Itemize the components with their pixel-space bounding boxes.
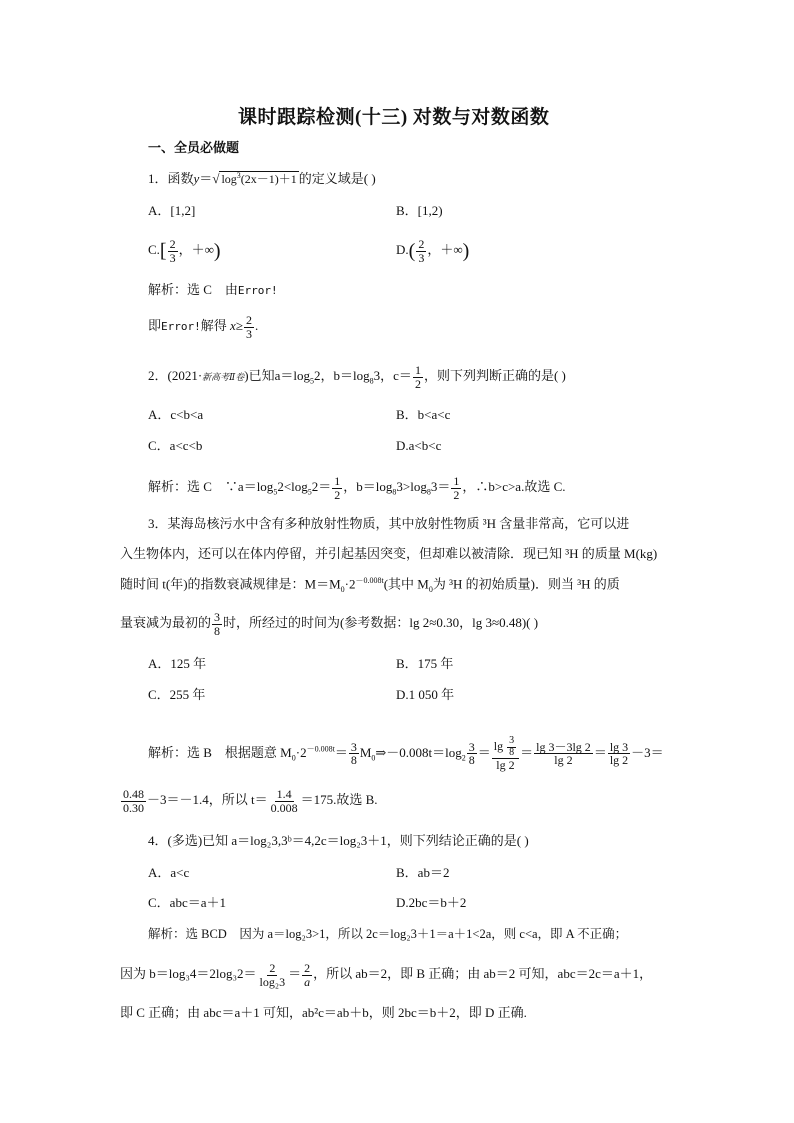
question-4-stem: 4．(多选)已知 a＝log₂3,3ᵇ＝4,2c＝log₂3＋1，则下列结论正确的是( )	[148, 833, 529, 848]
question-3-option-a: A．125 年	[148, 656, 207, 671]
question-2-option-d: D.a<b<c	[396, 438, 442, 453]
question-3-answer: 解析：选 B 根据题意 $M_0\cdot 2^{-0.008t}=$ $\frac{3}{8}$ $M_0\Rightarrow-0.008t=\log_2$ $\frac{3}{8}$ ＝ lg $\frac{3}{8}$ lg 2 ＝ $\frac{\lg 3-3\lg 2}{\lg 2}$ ＝ $\frac{\lg 3}{\lg 2}$ －3＝	[148, 735, 664, 772]
question-3-option-b: B．175 年	[396, 656, 454, 671]
question-4-option-c: C．abc＝a＋1	[148, 895, 226, 910]
question-2-stem: 2．(2021·新高考Ⅱ卷)已知$a=\log_52$，$b=\log_83$，c＝ $\frac{1}{2}$ ，则下列判断正确的是( )	[148, 363, 566, 391]
question-3-option-c: C．255 年	[148, 687, 206, 702]
question-1-stem: 1．函数y＝√ $\log^3(2x-1)+1$ 的定义域是( )	[148, 171, 376, 186]
question-1-option-d: D.( $\frac{2}{3}$ ，＋∞)	[396, 237, 470, 265]
question-3-line-3: 随时间 t(年)的指数衰减规律是：$M=M_0\cdot 2^{-0.008t}$(其中 $M_0$为 ³H 的初始质量)．则当 ³H 的质	[120, 576, 620, 594]
question-3-line-2: 入生物体内，还可以在体内停留，并引起基因突变，但却难以被清除．现已知 ³H 的质量 M(kg)	[120, 546, 658, 561]
question-1-answer: 解析：选 C 由Error!	[148, 282, 278, 297]
question-3-option-d: D.1 050 年	[396, 687, 455, 702]
question-2-option-c: C．a<c<b	[148, 438, 203, 453]
question-1-answer-2: 即Error!解得 x≥ $\frac{2}{3}$ .	[148, 313, 259, 341]
question-2-option-a: A．c<b<a	[148, 407, 204, 422]
question-4-answer-2: 因为 b＝log₃4＝2log₃2＝ $\frac{2}{\text{log₂3}}$ ＝ $\frac{2}{a}$ ，所以 ab＝2，即 B 正确；由 ab＝2 可知，abc＝2c＝a＋1，	[120, 961, 653, 989]
question-4-answer-3: 即 C 正确；由 abc＝a＋1 可知，ab²c＝ab＋b，则 2bc＝b＋2，即 D 正确.	[120, 1005, 527, 1020]
question-3-line-1: 3．某海岛核污水中含有多种放射性物质，其中放射性物质 ³H 含量非常高，它可以进	[148, 516, 630, 531]
question-1-option-a: A．[1,2]	[148, 203, 196, 218]
question-4-option-a: A．a<c	[148, 865, 190, 880]
question-4-answer-1: 解析：选 BCD 因为 a＝log₂3>1，所以 2c＝log₂3＋1＝a＋1<2a，则 c<a，即 A 不正确；	[148, 927, 628, 941]
section-heading: 一、全员必做题	[148, 140, 240, 155]
page-title: 课时跟踪检测(十三) 对数与对数函数	[238, 107, 550, 128]
question-4-option-b: B．ab＝2	[396, 865, 450, 880]
question-1-option-c: C.[ $\frac{2}{3}$ ，＋∞)	[148, 237, 221, 265]
question-3-answer-2: $\frac{0.48}{0.30}$ －3＝－1.4，所以 t＝ $\frac{1.4}{0.008}$ ＝175.故选 B.	[123, 787, 378, 815]
question-2-answer: 解析：选 C $\because a=\log_52<\log_52=$ $\frac{1}{2}$ ，$b=\log_83>\log_83=$ $\frac{1}{2}$ ，∴b>c>a.故选 C.	[148, 474, 566, 502]
question-3-line-4: 量衰减为最初的 $\frac{3}{8}$ 时，所经过的时间为(参考数据：lg 2≈0.30，lg 3≈0.48)( )	[120, 610, 539, 638]
question-2-option-b: B．b<a<c	[396, 407, 451, 422]
question-1-option-b: B．[1,2)	[396, 203, 443, 218]
question-4-option-d: D.2bc＝b＋2	[396, 895, 467, 910]
